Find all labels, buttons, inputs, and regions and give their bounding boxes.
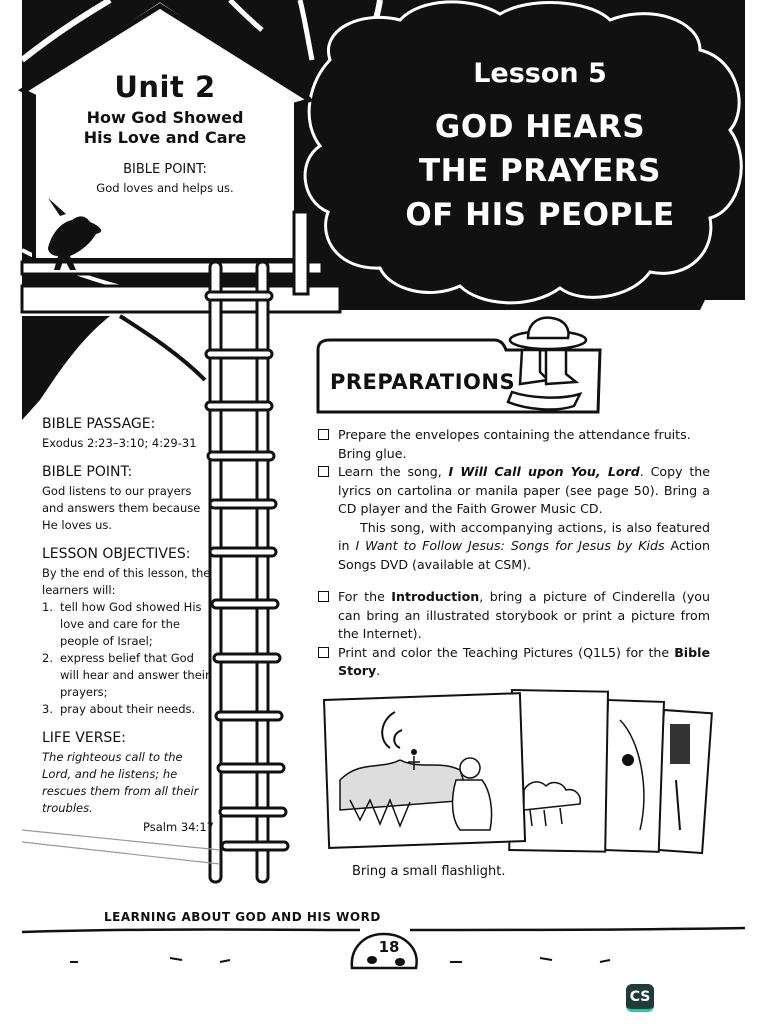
objectives-intro: By the end of this lesson, the learners will: [42,566,211,597]
lesson-title-line: GOD HEARS [434,109,646,145]
prep-item-text [338,588,710,644]
objective-number: 1. [42,600,53,614]
life-verse-reference: Psalm 34:17 [143,820,214,834]
dvd-title: I Want to Follow Jesus: Songs for Jesus by Kids [355,538,665,553]
prep-bold: Bible Story [338,644,710,678]
life-verse: The righteous call to the Lord, and he listens; he rescues them from all their troubles. [42,750,199,815]
objective-text: tell how God showed His love and care for the people of Israel; [60,600,202,648]
prep-bold: Introduction [391,589,480,604]
list-item [318,426,710,463]
prep-text: Learn the song, [338,464,449,479]
bible-passage: Exodus 2:23–3:10; 4:29-31 [42,436,197,450]
platform-post [294,212,308,294]
lesson-sidebar [42,416,214,836]
unit-title: Unit 2 [114,70,216,104]
preparations-list [318,426,710,681]
checkbox-icon [318,466,329,477]
checkbox-icon [318,591,329,602]
prep-item-text [338,426,710,463]
lesson-title [400,105,680,237]
prep-text: For the [338,589,392,604]
preparations-heading: PREPARATIONS [330,370,516,394]
objectives-heading: LESSON OBJECTIVES: [42,546,191,562]
platform-floor [22,286,340,312]
prep-text: . [376,663,381,678]
prep-text: Action Songs DVD (available at CSM). [338,538,710,572]
prep-text: Prepare the envelopes containing the attendance fruits. [338,427,691,442]
prep-text: . Copy the lyrics on cartolina or manila paper (see page 50). Bring a CD player and the Faith Grower Music CD. [338,464,710,516]
objectives-list [42,599,214,718]
list-item [318,644,710,681]
prep-item-text [338,463,710,574]
prep-text: Print and color the Teaching Pictures (Q1L5) for the [338,644,675,660]
list-item [42,650,214,701]
lesson-panel [400,58,680,237]
list-item [318,463,710,574]
flashlight-note: Bring a small flashlight. [352,864,506,879]
checkbox-icon [318,429,329,440]
unit-panel [40,70,290,195]
objective-number: 3. [42,702,53,716]
page-number: 18 [378,938,400,956]
list-item [42,701,214,718]
prep-text: Bring glue. [338,445,407,461]
prep-text: This song, with accompanying actions, is also featured in [338,519,710,553]
lesson-title-line: OF HIS PEOPLE [405,197,675,233]
unit-bible-point: God loves and helps us. [96,181,234,195]
unit-bible-point-heading: BIBLE POINT: [123,162,207,177]
bible-point: God listens to our prayers and answers them because He loves us. [42,484,201,532]
list-item [318,588,710,644]
objective-text: pray about their needs. [60,702,196,716]
checkbox-icon [318,647,329,658]
life-verse-heading: LIFE VERSE: [42,730,126,746]
objective-number: 2. [42,651,53,665]
bible-passage-heading: BIBLE PASSAGE: [42,416,156,432]
prep-item-text [338,644,710,681]
bible-point-heading: BIBLE POINT: [42,464,133,480]
song-title: I Will Call upon You, Lord [448,464,640,479]
prep-text: , bring a picture of Cinderella (you can bring an illustrated storybook or print a picture from the Internet). [338,589,710,641]
camscanner-logo: CS [626,984,654,1012]
teaching-pictures [324,690,712,853]
lesson-title-line: THE PRAYERS [419,153,661,189]
list-item [42,599,214,650]
unit-subtitle-line: His Love and Care [83,128,247,147]
footer-title: LEARNING ABOUT GOD AND HIS WORD [104,910,381,924]
unit-subtitle-line: How God Showed [86,108,244,127]
unit-subtitle [40,108,290,148]
objective-text: express belief that God will hear and answer their prayers; [60,651,210,699]
lesson-number: Lesson 5 [473,58,607,89]
